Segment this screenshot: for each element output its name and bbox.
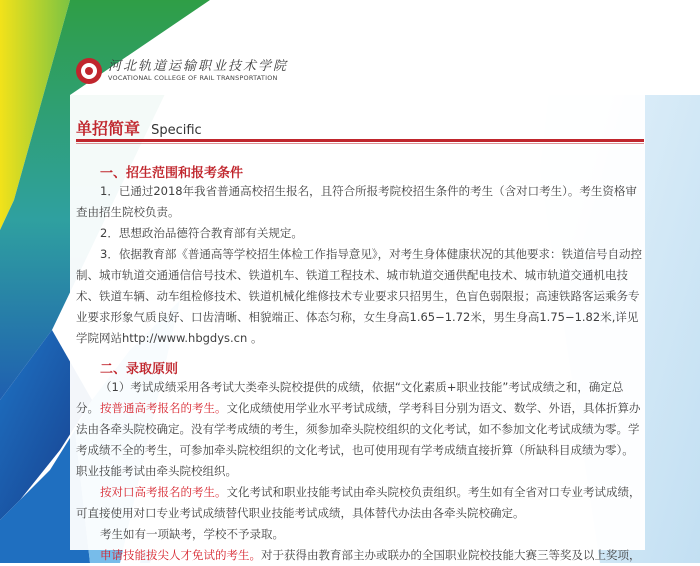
- label-vocational-exam: 按对口高考报名的考生。: [100, 485, 227, 499]
- paragraph-eligibility-1: 1．已通过2018年我省普通高校招生报名，且符合所报考院校招生条件的考生（含对口考生）。考生资格审查由招生院校负责。: [76, 184, 637, 219]
- heading-admission-principles: 二、录取原则: [100, 362, 179, 377]
- paragraph-eligibility-2: 2．思想政治品德符合教育部有关规定。: [100, 226, 303, 240]
- section-title: 单招简章: [76, 119, 141, 138]
- section-divider: [76, 139, 644, 142]
- paragraph-general-exam: 按普通高考报名的考生。文化成绩使用学业水平考试成绩，学考科目分别为语文、数学、外语，具体折算办法由各牵头院校确定。没有学考成绩的考生，须参加牵头院校组织的文化考试，如不参加文化考试成绩为零。学考成绩不全的考生，可参加牵头院校组织的文化考试，也可使用现有学考成绩直接折算（所缺科目成绩为零）。职业技能考试由牵头院校组织。: [76, 401, 641, 478]
- section-divider-thin: [76, 143, 644, 144]
- paragraph-vocational-exam: 按对口高考报名的考生。文化考试和职业技能考试由牵头院校负责组织。考生如有全省对口专业考试成绩，可直接使用对口专业考试成绩替代职业技能考试成绩，具体替代办法由各牵头院校确定。: [76, 485, 641, 520]
- college-name-cn: 河北轨道运输职业技术学院: [108, 59, 289, 75]
- paragraph-absence-rule: 考生如有一项缺考，学校不予录取。: [100, 527, 284, 541]
- section-header: [76, 116, 644, 139]
- college-name-en: VOCATIONAL COLLEGE OF RAIL TRANSPORTATION: [108, 74, 278, 83]
- paragraph-eligibility-3: 3．依据教育部《普通高等学校招生体检工作指导意见》，对考生身体健康状况的其他要求：铁道信号自动控制、城市轨道交通通信信号技术、铁道机车、铁道工程技术、城市轨道交通供配电技术、城市轨道交通机电技术、铁道车辆、动车组检修技术、铁道机械化维修技术专业要求只招男生，色盲色弱限报；高速铁路客运乘务专业要求形象气质良好、口齿清晰、相貌端正、体态匀称，女生身高1.65−1.72米，男生身高1.75−1.82米,详见学院网站http://www.hbgdys.cn 。: [76, 247, 643, 345]
- label-general-exam: 按普通高考报名的考生。: [100, 401, 227, 415]
- paragraph-skill-exemption: 申请技能拔尖人才免试的考生。对于获得由教育部主办或联办的全国职业院校技能大赛三等奖及以上奖项，: [100, 548, 641, 562]
- heading-admission-scope: 一、招生范围和报考条件: [100, 166, 244, 181]
- college-logo: [76, 57, 288, 85]
- label-skill-exemption: 申请技能拔尖人才免试的考生。: [100, 548, 261, 562]
- college-seal-icon: [76, 58, 102, 84]
- paragraph-principle-1: （1）考试成绩采用各考试大类牵头院校提供的成绩，依据“文化素质+职业技能”考试成绩之和，确定总分。: [76, 380, 624, 415]
- section-subtitle: Specific: [151, 123, 202, 138]
